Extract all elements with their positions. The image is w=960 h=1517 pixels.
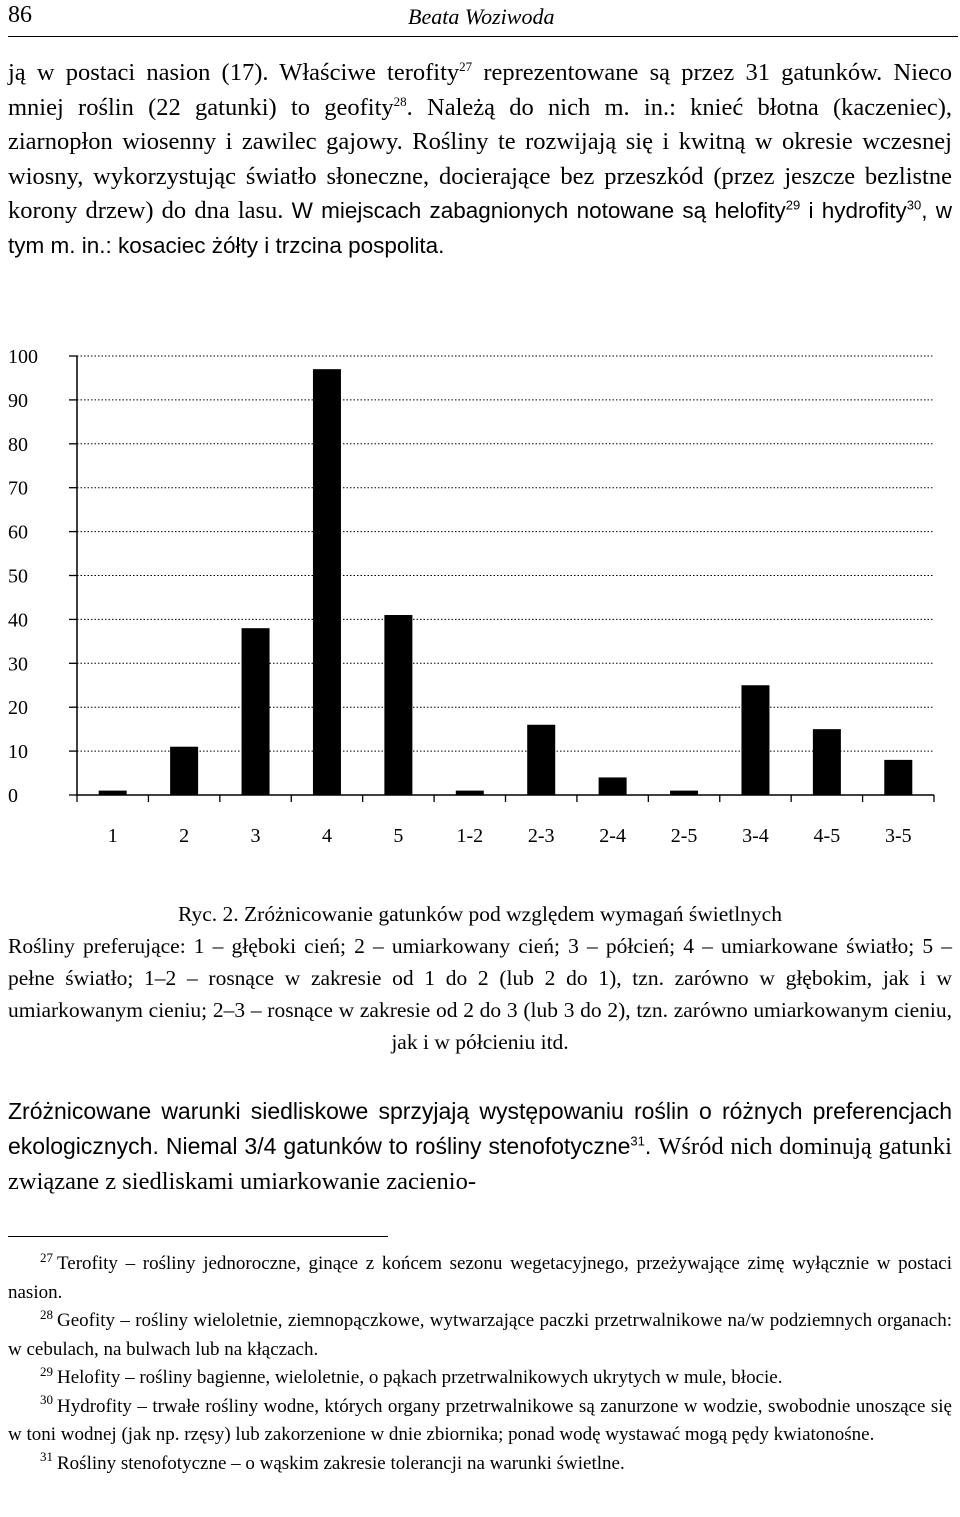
footnote-ref-31[interactable]: 31 <box>630 1133 645 1149</box>
footnote-27 <box>8 1250 952 1307</box>
x-tick-label: 2-3 <box>527 825 555 847</box>
footnote-31 <box>8 1450 952 1479</box>
y-tick-label: 60 <box>8 521 28 544</box>
text-run: i hydrofity <box>800 198 907 223</box>
text-run: . <box>644 1133 659 1159</box>
footnote-text: Terofity – rośliny jednoroczne, ginące z końcem sezonu wegetacyjnego, przeżywające zimę wyłącznie w postaci nasion. <box>8 1253 952 1303</box>
text-run: Wśród nich dominują gatunki związane z siedliskami umiarkowanie zacienio- <box>8 1133 952 1195</box>
footnote-text: Hydrofity – trwałe rośliny wodne, których organy przetrwalnikowe są zanurzone w wodzie, swobodnie unoszące się w toni wodnej (jak np. rzęsy) lub zakorzenione w dnie zbiornika; ponad wodę wystawać mogą pędy kwiatonośne. <box>8 1395 952 1445</box>
x-tick-label: 5 <box>393 825 404 847</box>
y-tick-label: 0 <box>8 785 18 807</box>
footnote-30 <box>8 1393 952 1450</box>
y-tick-label: 80 <box>8 433 28 456</box>
y-tick-label: 20 <box>8 697 28 720</box>
x-tick-label: 2 <box>179 825 190 847</box>
footnote-number: 30 <box>40 1392 53 1408</box>
text-run: , w tym m. in.: kosaciec żółty i trzcina pospolita. <box>8 198 952 258</box>
bar-3-4 <box>741 685 769 795</box>
text-run: ją w postaci nasion (17). Właściwe terofity <box>8 59 460 86</box>
footnote-number: 27 <box>40 1249 53 1265</box>
x-tick-label: 4-5 <box>813 825 841 847</box>
x-tick-label: 1-2 <box>456 825 484 847</box>
x-tick-label: 2-5 <box>670 825 698 847</box>
text-run: Zróżnicowane warunki siedliskowe sprzyjają występowaniu roślin o różnych preferencjach ekologicznych. Niemal 3/4 gatunków to rośliny stenofotyczne <box>8 1098 952 1159</box>
bar-2-5 <box>670 791 698 795</box>
bar-5 <box>384 615 412 795</box>
y-tick-label: 50 <box>8 565 28 588</box>
y-tick-label: 30 <box>8 653 28 676</box>
footnote-ref-30[interactable]: 30 <box>906 197 922 213</box>
page-header <box>8 0 958 37</box>
running-head-author: Beata Woziwoda <box>408 4 555 29</box>
bar-4 <box>313 369 341 795</box>
y-tick-label: 40 <box>8 609 28 632</box>
x-tick-label: 2-4 <box>599 825 626 847</box>
text-run: W miejscach zabagnionych notowane są helofity <box>283 198 786 223</box>
x-tick-label: 3-4 <box>742 825 769 847</box>
footnotes <box>8 1250 952 1478</box>
text-run: . Należą do nich m. in.: knieć błotna (kaczeniec), ziarnopłon wiosenny i zawilec gajowy. Rośliny te rozwijają się i kwitną w okresie wczesnej wiosny, wykorzystując światło słoneczne, docierające bez przeszkód (przez jeszcze bezlistne korony drzew) do dna lasu. <box>8 93 952 224</box>
footnote-28 <box>8 1307 952 1364</box>
y-tick-label: 90 <box>8 389 28 412</box>
x-tick-label: 4 <box>321 825 332 847</box>
footnote-ref-27[interactable]: 27 <box>459 58 473 74</box>
bar-3-5 <box>884 760 912 795</box>
footnote-ref-28[interactable]: 28 <box>393 93 407 109</box>
caption-body: Rośliny preferujące: 1 – głęboki cień; 2 – umiarkowany cień; 3 – półcień; 4 – umiarkowane światło; 5 – pełne światło; 1–2 – rosnące w zakresie od 1 do 2 (lub 2 do 1), tzn. zarówno w głębokim, jak i w umiarkowanym cieniu; 2–3 – rosnące w zakresie od 2 do 3 (lub 3 do 2), tzn. zarówno umiarkowanym cieniu, jak i w półcieniu itd. <box>8 934 952 1054</box>
y-tick-label: 70 <box>8 477 28 500</box>
paragraph-intro <box>8 56 952 263</box>
footnote-number: 31 <box>40 1449 53 1465</box>
text-run: reprezentowane są przez 31 gatunków. Nieco mniej roślin (22 gatunki) to geofity <box>8 59 952 121</box>
x-tick-label: 1 <box>107 825 118 847</box>
bar-2-4 <box>599 777 627 795</box>
footnote-separator <box>8 1236 388 1237</box>
x-tick-label: 3-5 <box>884 825 912 847</box>
bar-chart-light-requirements <box>0 340 960 860</box>
x-tick-label: 3 <box>250 825 261 847</box>
page-number: 86 <box>8 2 32 28</box>
footnote-text: Geofity – rośliny wieloletnie, ziemnopączkowe, wytwarzające paczki przetrwalnikowe na/w podziemnych organach: w cebulach, na bulwach lub na kłączach. <box>8 1310 952 1360</box>
footnote-ref-29[interactable]: 29 <box>785 197 801 213</box>
footnote-text: Helofity – rośliny bagienne, wieloletnie, o pąkach przetrwalnikowych ukrytych w mule, błocie. <box>57 1367 783 1388</box>
y-tick-label: 100 <box>8 346 38 368</box>
footnote-number: 28 <box>40 1306 53 1322</box>
paragraph-conditions <box>8 1094 952 1199</box>
bar-1-2 <box>456 791 484 795</box>
bar-1 <box>99 791 127 795</box>
footnote-29 <box>8 1364 952 1393</box>
bar-4-5 <box>813 729 841 795</box>
y-tick-label: 10 <box>8 741 28 764</box>
bar-3 <box>242 628 270 795</box>
caption-title: Ryc. 2. Zróżnicowanie gatunków pod względem wymagań świetlnych <box>178 902 782 926</box>
footnote-text: Rośliny stenofotyczne – o wąskim zakresie tolerancji na warunki świetlne. <box>57 1452 625 1474</box>
bar-2 <box>170 747 198 795</box>
footnote-number: 29 <box>40 1363 53 1379</box>
figure-caption <box>8 898 952 1058</box>
bar-2-3 <box>527 725 555 795</box>
